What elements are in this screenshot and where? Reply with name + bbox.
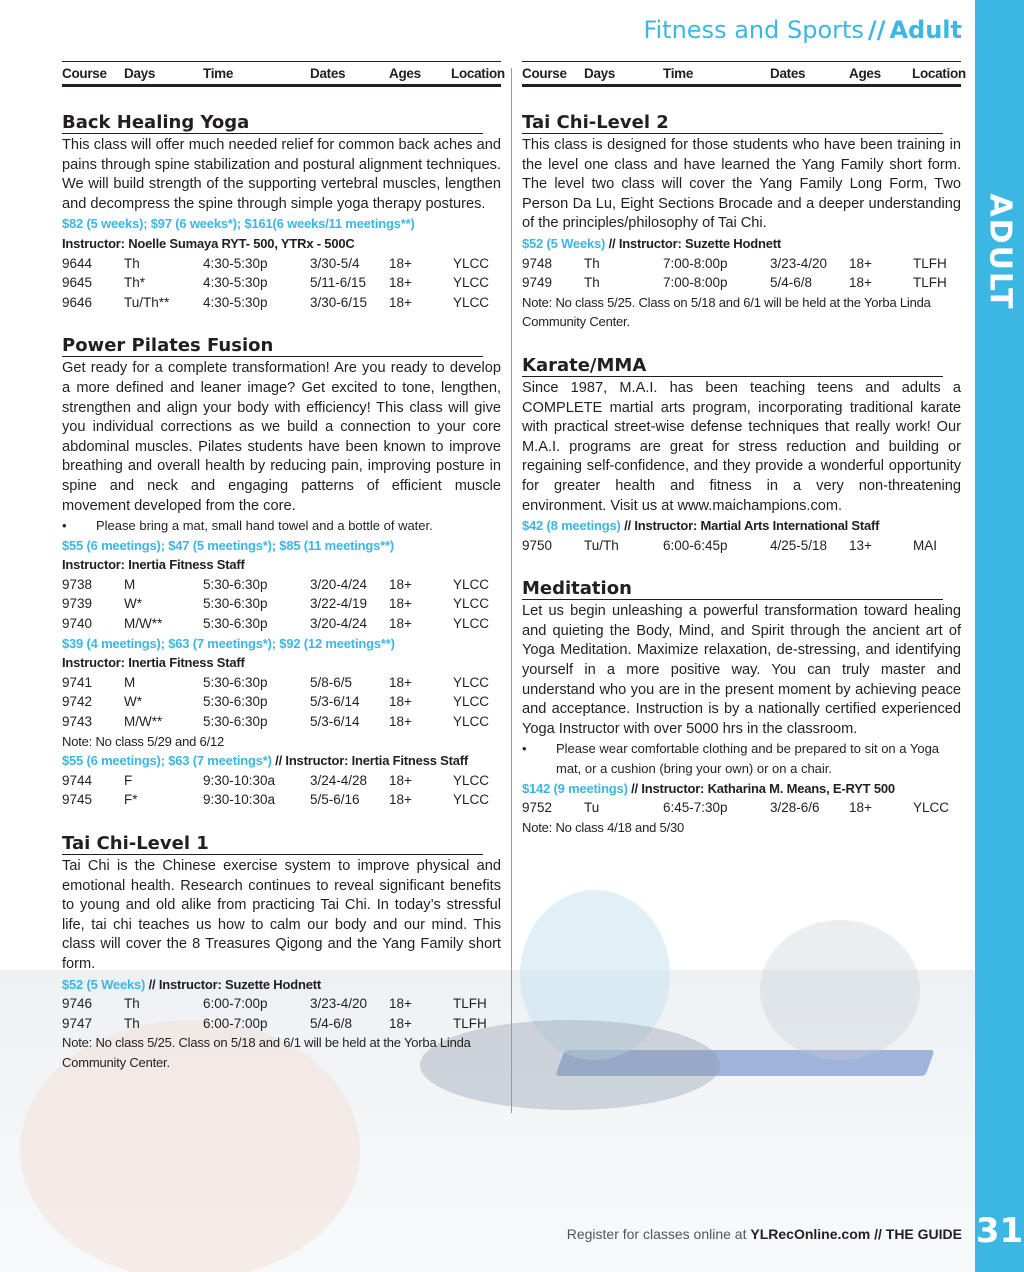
course-days: M/W**	[124, 714, 163, 730]
course-dates: 5/8-6/5	[310, 674, 353, 690]
course-description: Tai Chi is the Chinese exercise system to improve physical and emotional health. Research continues to reveal significant benefits to young and old alike from practicing Tai Chi. In today’s stressful life, tai chi teaches us how to calm our body and our mind. This class will cover the 8 Treasures Qigong and the Yang Family short form.	[62, 858, 501, 972]
course-location: YLCC	[913, 800, 950, 816]
course-number: 9645	[62, 275, 93, 291]
course-dates: 3/28-6/6	[770, 800, 820, 816]
course-dates: 3/22-4/19	[310, 596, 368, 612]
course-ages: 18+	[389, 576, 412, 592]
course-time: 5:30-6:30p	[203, 596, 268, 612]
col-time: Time	[203, 66, 234, 81]
course-days: Th*	[124, 275, 146, 291]
course-ages: 13+	[849, 537, 872, 553]
col-dates: Dates	[310, 66, 346, 81]
course-description: Let us begin unleashing a powerful transformation toward healing and quieting the Body, Mind, and Spirit through the ancient art of Yoga Meditation. Maximize relaxation, de-stressing, and identifying yourself in a more positive way. You can truly master and understand who you are in the present moment by achieving peace and acceptance. Instruction is by a nationally certified experienced Yoga Instructor with over 5000 hrs in the classroom.	[522, 603, 961, 737]
course-karate-mma	[522, 356, 961, 555]
schedule-row	[62, 293, 501, 313]
schedule-row	[522, 254, 961, 274]
course-days: Tu/Th**	[124, 294, 170, 310]
course-ages: 18+	[389, 792, 412, 808]
course-price: $55 (6 meetings); $47 (5 meetings*); $85 (11 meetings**)	[62, 537, 394, 553]
course-description: This class will offer much needed relief for common back aches and pains through spine stabilization and postural alignment techniques. We will build strength of the supporting vertebral muscles, lengthen and decompress the spine through simple yoga therapy postures.	[62, 137, 501, 212]
schedule-rows	[522, 798, 961, 818]
course-ages: 18+	[389, 714, 412, 730]
schedule-row	[62, 994, 501, 1014]
course-days: F	[124, 772, 133, 788]
course-instructor: // Instructor: Katharina M. Means, E-RYT 500	[631, 780, 895, 796]
course-note: Note: No class 5/25. Class on 5/18 and 6/1 will be held at the Yorba Linda Community Center.	[62, 1035, 471, 1070]
header-separator: //	[867, 16, 886, 44]
course-number: 9746	[62, 996, 93, 1012]
course-price: $52 (5 Weeks)	[522, 235, 606, 251]
course-dates: 5/3-6/14	[310, 694, 360, 710]
course-time: 4:30-5:30p	[203, 294, 268, 310]
course-time: 5:30-6:30p	[203, 694, 268, 710]
course-days: Th	[584, 255, 600, 271]
course-time: 5:30-6:30p	[203, 576, 268, 592]
col-course: Course	[62, 66, 107, 81]
course-location: YLCC	[453, 792, 490, 808]
page-header	[643, 16, 962, 44]
course-days: W*	[124, 596, 142, 612]
col-course: Course	[522, 66, 567, 81]
course-instructor: // Instructor: Suzette Hodnett	[148, 976, 321, 992]
course-time: 7:00-8:00p	[663, 255, 728, 271]
course-location: YLCC	[453, 275, 490, 291]
course-number: 9742	[62, 694, 93, 710]
course-time: 7:00-8:00p	[663, 275, 728, 291]
course-days: Tu/Th	[584, 537, 619, 553]
schedule-rows	[62, 994, 501, 1033]
course-location: YLCC	[453, 596, 490, 612]
course-time: 9:30-10:30a	[203, 772, 276, 788]
course-number: 9644	[62, 255, 93, 271]
course-ages: 18+	[389, 294, 412, 310]
course-days: Th	[124, 1015, 140, 1031]
course-number: 9739	[62, 596, 93, 612]
course-price-line	[62, 975, 501, 995]
page-footer	[567, 1226, 962, 1242]
course-instructor: Instructor: Inertia Fitness Staff	[62, 557, 245, 573]
course-time: 6:45-7:30p	[663, 800, 728, 816]
course-instructor: // Instructor: Inertia Fitness Staff	[275, 753, 469, 769]
course-price: $55 (6 meetings); $63 (7 meetings*)	[62, 753, 272, 769]
course-days: Th	[124, 255, 140, 271]
schedule-row	[62, 1014, 501, 1034]
course-ages: 18+	[389, 996, 412, 1012]
course-number: 9747	[62, 1015, 93, 1031]
course-location: MAI	[913, 537, 938, 553]
col-location: Location	[451, 66, 505, 81]
course-dates: 5/5-6/16	[310, 792, 360, 808]
footer-site-link[interactable]: YLRecOnline.com	[750, 1226, 871, 1242]
course-description: This class is designed for those students who have been training in the level one class and have learned the Yang Family short form. The level two class will cover the Yang Family Long Form, Two Person Da Lu, Eight Sections Brocade and a deeper understanding of the principles/philosophy of Tai Chi.	[522, 137, 961, 232]
course-location: YLCC	[453, 294, 490, 310]
course-price: $142 (9 meetings)	[522, 780, 628, 796]
course-dates: 4/25-5/18	[770, 537, 828, 553]
column-header-right	[522, 61, 966, 87]
course-price-line	[522, 779, 961, 799]
schedule-row	[62, 673, 501, 693]
course-location: TLFH	[913, 275, 947, 291]
schedule-rows	[62, 575, 501, 634]
course-dates: 3/23-4/20	[770, 255, 828, 271]
course-time: 6:00-6:45p	[663, 537, 728, 553]
course-location: TLFH	[453, 996, 487, 1012]
column-header-left	[62, 61, 505, 87]
course-tai-chi-level-2	[522, 113, 961, 332]
course-note: Note: No class 5/29 and 6/12	[62, 733, 225, 749]
footer-guide: // THE GUIDE	[874, 1226, 962, 1242]
course-title: Back Healing Yoga	[62, 113, 483, 134]
course-time: 6:00-7:00p	[203, 1015, 268, 1031]
person-shape	[760, 920, 920, 1060]
course-number: 9748	[522, 255, 553, 271]
schedule-row	[522, 536, 961, 556]
course-dates: 3/20-4/24	[310, 616, 368, 632]
course-location: YLCC	[453, 714, 490, 730]
page-number: 31	[975, 1211, 1024, 1251]
course-price: $82 (5 weeks); $97 (6 weeks*); $161(6 weeks/11 meetings**)	[62, 216, 415, 232]
schedule-rows	[62, 673, 501, 732]
course-description: Get ready for a complete transformation! Are you ready to develop a more defined and leaner image? Get excited to tone, lengthen, strengthen and align your body with efficiency! This class will give you individual corrections as we build a connection to your core abdominal muscles. Pilates students have been known to improve breathing and overall health by reducing pain, improving posture in spine and neck and engaging patterns of efficient muscle movement developed from the core.	[62, 360, 501, 514]
course-days: M/W**	[124, 616, 163, 632]
course-number: 9646	[62, 294, 93, 310]
course-time: 4:30-5:30p	[203, 255, 268, 271]
course-location: YLCC	[453, 255, 490, 271]
course-ages: 18+	[389, 255, 412, 271]
course-location: YLCC	[453, 772, 490, 788]
course-location: TLFH	[453, 1015, 487, 1031]
course-note: Note: No class 5/25. Class on 5/18 and 6/1 will be held at the Yorba Linda Community Center.	[522, 294, 931, 330]
col-ages: Ages	[849, 66, 881, 81]
course-location: YLCC	[453, 694, 490, 710]
course-title: Meditation	[522, 579, 943, 600]
schedule-rows	[522, 536, 961, 556]
course-dates: 3/23-4/20	[310, 996, 368, 1012]
schedule-row	[62, 254, 501, 274]
course-price: $52 (5 Weeks)	[62, 976, 146, 992]
course-ages: 18+	[849, 275, 872, 291]
column-divider	[511, 68, 512, 1113]
course-dates: 3/30-6/15	[310, 294, 368, 310]
course-price: $39 (4 meetings); $63 (7 meetings*); $92 (12 meetings**)	[62, 635, 395, 651]
course-time: 5:30-6:30p	[203, 616, 268, 632]
course-instructor: // Instructor: Suzette Hodnett	[608, 235, 781, 251]
course-dates: 3/20-4/24	[310, 576, 368, 592]
schedule-row	[62, 771, 501, 791]
course-location: YLCC	[453, 674, 490, 690]
course-back-healing-yoga	[62, 113, 501, 312]
course-time: 4:30-5:30p	[203, 275, 268, 291]
course-price-line	[522, 516, 961, 536]
course-title: Tai Chi-Level 2	[522, 113, 943, 134]
course-dates: 5/3-6/14	[310, 714, 360, 730]
course-dates: 5/11-6/15	[310, 275, 367, 291]
course-description: Since 1987, M.A.I. has been teaching teens and adults a COMPLETE martial arts program, incorporating traditional karate with practical street-wise defense techniques that really work! Our M.A.I. programs are great for stress reduction and building or regaining self-confidence, and they provide a wonderful opportunity for greater health and fitness in a very non-threatening environment. Visit us at www.maichampions.com.	[522, 379, 961, 514]
course-number: 9743	[62, 714, 93, 730]
course-ages: 18+	[389, 772, 412, 788]
course-time: 5:30-6:30p	[203, 714, 268, 730]
course-dates: 5/4-6/8	[770, 275, 813, 291]
course-ages: 18+	[389, 275, 412, 291]
course-time: 5:30-6:30p	[203, 674, 268, 690]
course-ages: 18+	[389, 1015, 412, 1031]
course-ages: 18+	[389, 674, 412, 690]
side-label: ADULT	[982, 193, 1017, 311]
header-category: Adult	[889, 16, 962, 44]
schedule-rows	[62, 254, 501, 313]
course-ages: 18+	[389, 616, 412, 632]
schedule-rows	[522, 254, 961, 293]
course-ages: 18+	[849, 800, 872, 816]
course-ages: 18+	[389, 596, 412, 612]
col-dates: Dates	[770, 66, 806, 81]
course-instructor: Instructor: Inertia Fitness Staff	[62, 655, 245, 671]
course-number: 9752	[522, 800, 553, 816]
course-ages: 18+	[389, 694, 412, 710]
course-days: Th	[124, 996, 140, 1012]
course-number: 9741	[62, 674, 93, 690]
schedule-row	[62, 594, 501, 614]
course-bullet: • Please bring a mat, small hand towel and a bottle of water.	[62, 516, 501, 536]
schedule-row	[522, 273, 961, 293]
course-tai-chi-level-1	[62, 834, 501, 1073]
right-column	[522, 113, 961, 861]
course-number: 9750	[522, 537, 553, 553]
course-bullet: • Please wear comfortable clothing and be prepared to sit on a Yoga mat, or a cushion (bring your own) or on a chair.	[522, 739, 961, 778]
side-color-bar	[975, 0, 1024, 1272]
course-price-line	[522, 234, 961, 254]
course-days: M	[124, 576, 136, 592]
schedule-row	[522, 798, 961, 818]
course-instructor: Instructor: Noelle Sumaya RYT- 500, YTRx - 500C	[62, 235, 355, 251]
schedule-row	[62, 575, 501, 595]
course-ages: 18+	[849, 255, 872, 271]
schedule-row	[62, 273, 501, 293]
course-location: TLFH	[913, 255, 947, 271]
course-number: 9749	[522, 275, 553, 291]
schedule-row	[62, 692, 501, 712]
course-title: Karate/MMA	[522, 356, 943, 377]
course-location: YLCC	[453, 576, 490, 592]
course-title: Tai Chi-Level 1	[62, 834, 483, 855]
course-dates: 5/4-6/8	[310, 1015, 353, 1031]
course-dates: 3/24-4/28	[310, 772, 368, 788]
course-days: M	[124, 674, 136, 690]
course-meditation	[522, 579, 961, 837]
col-ages: Ages	[389, 66, 421, 81]
course-number: 9745	[62, 792, 93, 808]
course-title: Power Pilates Fusion	[62, 336, 483, 357]
schedule-row	[62, 712, 501, 732]
course-days: Th	[584, 275, 600, 291]
col-days: Days	[124, 66, 156, 81]
header-section: Fitness and Sports	[643, 16, 864, 44]
course-location: YLCC	[453, 616, 490, 632]
course-days: F*	[124, 792, 138, 808]
course-days: W*	[124, 694, 142, 710]
course-number: 9744	[62, 772, 93, 788]
left-column	[62, 113, 501, 1097]
course-number: 9738	[62, 576, 93, 592]
course-power-pilates-fusion	[62, 336, 501, 810]
col-time: Time	[663, 66, 694, 81]
schedule-row	[62, 790, 501, 810]
course-days: Tu	[584, 800, 600, 816]
schedule-rows	[62, 771, 501, 810]
course-price-line	[62, 751, 501, 771]
course-number: 9740	[62, 616, 93, 632]
col-location: Location	[912, 66, 966, 81]
col-days: Days	[584, 66, 616, 81]
course-time: 6:00-7:00p	[203, 996, 268, 1012]
course-dates: 3/30-5/4	[310, 255, 360, 271]
course-time: 9:30-10:30a	[203, 792, 276, 808]
course-instructor: // Instructor: Martial Arts International Staff	[624, 518, 880, 534]
course-price: $42 (8 meetings)	[522, 518, 621, 534]
schedule-row	[62, 614, 501, 634]
course-note: Note: No class 4/18 and 5/30	[522, 819, 685, 835]
footer-prefix: Register for classes online at	[566, 1226, 747, 1242]
